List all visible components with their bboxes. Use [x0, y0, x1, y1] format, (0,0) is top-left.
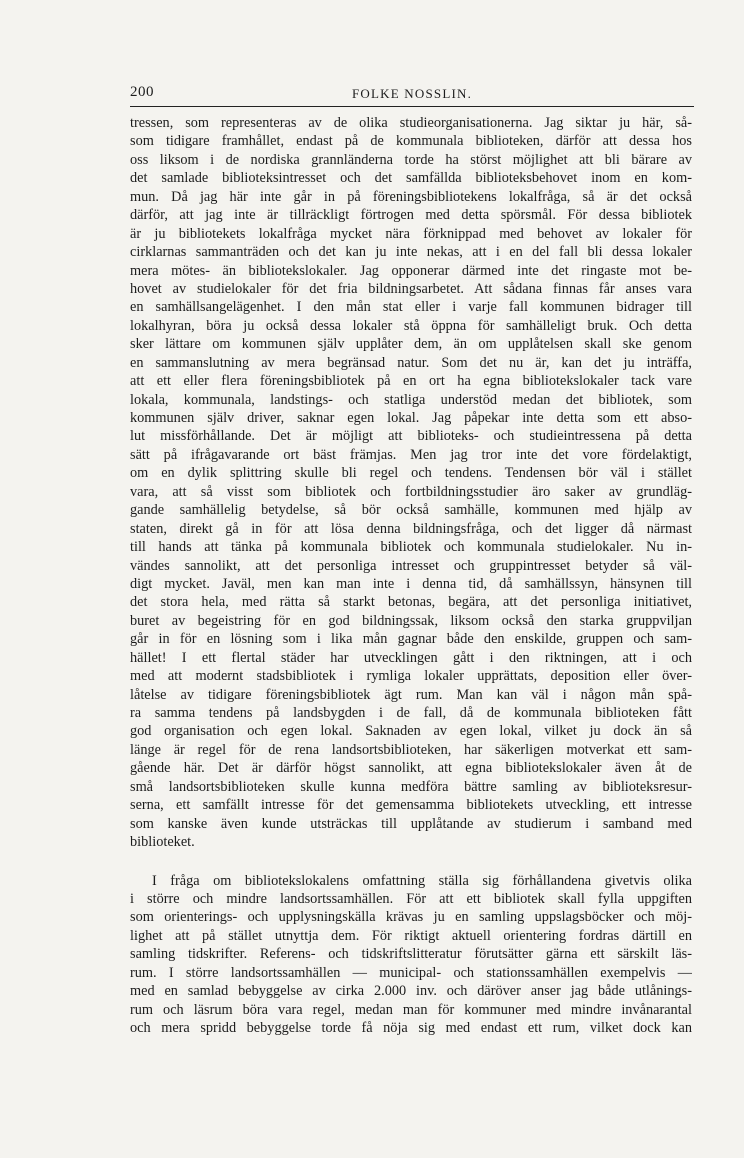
text-line: cirklarnas sammanträden och det kan ju inte nekas, att i en del fall bli dessa lokaler: [130, 244, 692, 261]
running-head: FOLKE NOSSLIN.: [351, 86, 473, 101]
text-line: små landsortsbiblioteken skulle kunna medföra bättre samling av biblioteksresur-: [130, 778, 692, 795]
text-line: med en samlad bebyggelse av cirka 2.000 inv. och däröver anser jag både utlånings-: [130, 983, 692, 1000]
text-line: digt mycket. Javäl, men kan man inte i denna tid, då samhällssyn, hänsynen till: [130, 575, 692, 592]
text-line: sätt på ifrågavarande ort bäst främjas. Men jag tror inte det vore fördelaktigt,: [130, 446, 692, 463]
text-line: och mera spridd bebyggelse torde få nöja sig med endast ett rum, vilket dock kan: [130, 1020, 692, 1036]
text-line: biblioteket.: [130, 834, 195, 851]
text-line: med att modernt stadsbibliotek i rymliga lokaler upprättats, deposition eller över-: [130, 668, 692, 685]
text-line: går in för en lösning som i lika mån gagnar både den enskilde, gruppen och sam-: [130, 631, 692, 648]
paragraph: [130, 114, 692, 852]
text-line: att ett eller flera föreningsbibliotek på en ort ha egna bibliotekslokaler tack vare: [130, 373, 692, 390]
text-line: tressen, som representeras av de olika studieorganisationerna. Jag siktar ju här, så-: [130, 115, 692, 131]
text-line: kommunen själv driver, saknar egen lokal. Jag påpekar inte detta som ett abso-: [130, 410, 692, 426]
text-line: det samlade biblioteksintresset och det samfällda biblioteksbehovet inom en kom-: [130, 170, 692, 187]
text-line: mun. Då jag här inte går in på föreningsbibliotekens lokalfråga, så är det också: [130, 188, 692, 205]
text-line: lut missförhållande. Det är möjligt att biblioteks- och studieintressena på detta: [130, 428, 692, 445]
text-line: en sammanslutning av mera begränsad natur. Som det nu är, kan det ju inträffa,: [130, 354, 692, 371]
text-line: som tidigare framhållet, endast på de kommunala biblioteken, därför att dessa hos: [130, 133, 692, 150]
text-line: lokalhyran, böra ju också dessa lokaler stå öppna för samhälleligt bruk. Och detta: [130, 317, 692, 334]
text-line: i större och mindre landsortssamhällen. För att ett bibliotek skall fylla uppgiften: [130, 890, 692, 907]
text-line: hället! I ett flertal städer har utvecklingen gått i den riktningen, att i och: [130, 649, 692, 666]
text-line: gande samhällelig betydelse, så bör också samhälle, kommunen med hjälp av: [130, 502, 692, 519]
text-line: staten, direkt gå in för att lösa denna bildningsfråga, och det ligger då närmast: [130, 520, 692, 537]
text-line: rum. I större landsortssamhällen — municipal- och stationssamhällen exempelvis —: [130, 964, 692, 981]
text-line: rum och läsrum böra vara regel, medan man för kommuner med mindre invånarantal: [130, 1001, 692, 1018]
text-line: är ju bibliotekets lokalfråga mycket nära förknippad med behovet av lokaler för: [130, 225, 692, 242]
text-line: till hands att tänka på kommunala bibliotek och kommunala studielokaler. Nu in-: [130, 539, 692, 556]
text-line: en samhällsangelägenhet. I den mån stat eller i varje fall kommunen bidrager till: [130, 299, 692, 316]
text-line: vändes sannolikt, att det personliga intresset och gruppintresset betyder så väl-: [130, 557, 692, 574]
text-line: om en dylik splittring skulle bli regel och tendens. Tendensen bör väl i stället: [130, 465, 692, 482]
text-line: serna, ett samfällt intresse för det gemensamma bibliotekets utveckling, ett intresse: [130, 797, 692, 814]
text-line: buret av begeistring för en god bildningssak, liksom också den starka gruppviljan: [130, 612, 692, 629]
text-line: gående här. Det är därför högst sannolikt, att egna bibliotekslokaler även åt de: [130, 760, 692, 777]
paragraph: [130, 872, 692, 1038]
text-line: som kanske även kunde utsträckas till upplåtande av studierum i samband med: [130, 815, 692, 832]
text-line: det stora hela, med rätta så starkt betonas, begära, att det personliga initiativet,: [130, 594, 692, 611]
text-line: oss liksom i de nordiska grannländerna torde ha störst möjlighet att bli bärare av: [130, 151, 692, 168]
text-line: hovet av studielokaler för det fria bildningsarbetet. Att sådana finnas får anses vara: [130, 280, 692, 297]
text-line: mera mötes- än bibliotekslokaler. Jag opponerar därmed inte det ringaste mot be-: [130, 262, 692, 279]
body-text: [130, 114, 692, 1037]
text-line: länge är regel för de rena landsortsbiblioteken, har säkerligen motverkat ett sam-: [130, 741, 692, 758]
text-line: I fråga om bibliotekslokalens omfattning ställa sig förhållandena givetvis olika: [152, 872, 692, 889]
page-header: [130, 84, 694, 107]
text-line: sker lättare om kommunen själv upplåter dem, än om upplåtelsen skall ske genom: [130, 336, 692, 353]
text-line: ra samma tendens på landsbygden i de fall, då de kommunala biblioteken fått: [130, 705, 692, 721]
text-line: god organisation och egen lokal. Saknaden av egen lokal, vilket ju dock än så: [130, 723, 692, 740]
text-line: låtelse av tidigare föreningsbibliotek ägt rum. Man kan väl i någon mån spå-: [130, 686, 692, 703]
text-line: vara, att så visst som bibliotek och fortbildningsstudier äro saker av grundläg-: [130, 483, 692, 500]
text-line: samling tidskrifter. Referens- och tidskriftslitteratur förutsätter gärna ett särskilt läs-: [130, 946, 692, 963]
text-line: därför, att jag inte är tillräckligt förtrogen med detta spörsmål. För dessa bibliotek: [130, 207, 692, 224]
text-line: som orienterings- och upplysningskälla krävas ju en samling uppslagsböcker och möj-: [130, 909, 692, 926]
text-line: lokala, kommunala, landstings- och statliga understöd medan det bibliotek, som: [130, 391, 692, 408]
page-number: 200: [130, 84, 154, 100]
paragraph-gap: [130, 852, 692, 872]
text-line: lighet att på stället utnyttja dem. För riktigt aktuell orientering fordras därtill en: [130, 927, 692, 944]
